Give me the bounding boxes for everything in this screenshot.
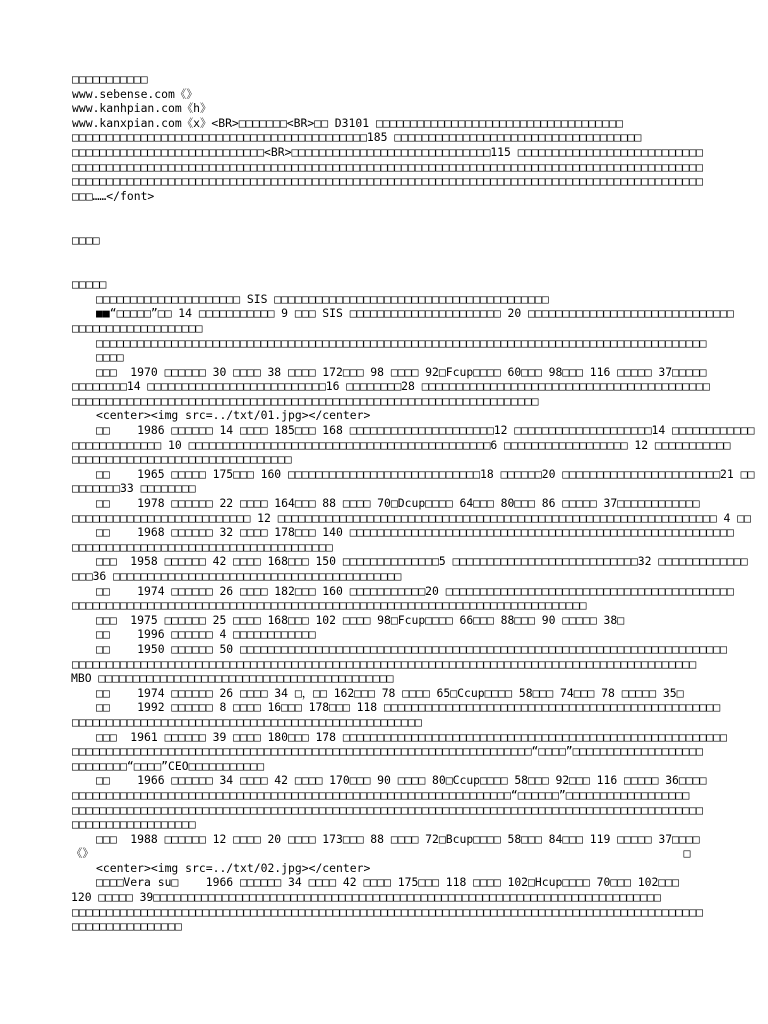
text-line: □□ 1966 □□□□□□ 34 □□□□ 42 □□□□ 170□□□ 90 □□□□ 80□Ccup□□□□ 58□□□ 92□□□ 116 □□□□□ 36□□□□ — [96, 773, 707, 788]
text-line: 120 □□□□□ 39□□□□□□□□□□□□□□□□□□□□□□□□□□□□□□□□□□□□□□□□□□□□□□□□□□□□□□□□□□□□□□□□□□□□□□□□□□ — [71, 890, 661, 905]
text-line: □□□ 1970 □□□□□□ 30 □□□□ 38 □□□□ 172□□□ 98 □□□□ 92□Fcup□□□□ 60□□□ 98□□□ 116 □□□□□ 37□□□□□ — [96, 364, 707, 379]
header-line: □□□□□□□□□□□□□□□□□□□□□□□□□□□□□□□□□□□□□□□□□□□□□□□□□□□□□□□□□□□□□□□□□□□□□□□□□□□□□□□□□□□□□□□□□□□□ — [72, 174, 703, 189]
text-line: □□ 1974 □□□□□□ 26 □□□□ 34 □，□□ 162□□□ 78 □□□□ 65□Ccup□□□□ 58□□□ 74□□□ 78 □□□□□ 35□ — [96, 685, 684, 700]
header-line: www.kanhpian.com《h》 — [72, 101, 212, 116]
text-line: □□□□□□□□□□□□□ 10 □□□□□□□□□□□□□□□□□□□□□□□□□□□□□□□□□□□□□□□□□□□□6 □□□□□□□□□□□□□□□□□□ 12 □□□□□□□□□□□ — [72, 437, 731, 452]
header-line: □□□□□□□□□□□□□□□□□□□□□□□□□□□□<BR>□□□□□□□□□□□□□□□□□□□□□□□□□□□□□115 □□□□□□□□□□□□□□□□□□□□□□□□□□□ — [72, 144, 703, 159]
text-line: □□□□□□□□□□□□□□□□□□□□□□□□□□□□□□□□□□□□□□□□□□□□□□□□□□□□□□□□□□□□□□□□□□□□□□□□□□□ — [72, 598, 587, 613]
body-text — [71, 291, 755, 934]
text-line: □□□ 1958 □□□□□□ 42 □□□□ 168□□□ 150 □□□□□□□□□□□□□□5 □□□□□□□□□□□□□□□□□□□□□□□□□□□32 □□□□□□□□□□□□□ — [96, 554, 748, 569]
text-line: □□□□□□□□□□□□□□□□□□□ — [72, 320, 203, 335]
text-line: □□□□□□□□□□□□□□□□□□□□□□□□□□□□□□□□□□□□□□□□□□□□□□□□□□□□□□□□□□□□□□□□□□□□□□□□□□□□□□□□□□□□□□□□□□□□ — [72, 802, 703, 817]
text-line: □□□□□□□□□□□□□□□□ — [72, 919, 182, 934]
header-line: www.kanxpian.com《x》<BR>□□□□□□□<BR>□□ D3101 □□□□□□□□□□□□□□□□□□□□□□□□□□□□□□□□□□□□ — [72, 115, 623, 130]
text-line: □□□□□□□□□□□□□□□□□□□□□□□□□□□□□□□□□□□□□□□□□□□□□□□□□□□□□□□□□□□□□□□□□□□“□□□□”□□□□□□□□□□□□□□□□□□□ — [72, 744, 703, 759]
text-line: □□□□□□□□□□□□□□□□□□□□□□□□□□□□□□□□□□□□□□□□□□□□□□□□□□□□□□□□□□□□□□□□□□□□ — [72, 393, 539, 408]
text-line: □□□□Vera su□ 1966 □□□□□□ 34 □□□□ 42 □□□□ 175□□□ 118 □□□□ 102□Hcup□□□□ 70□□□ 102□□□ — [96, 875, 679, 890]
text-line: MBO □□□□□□□□□□□□□□□□□□□□□□□□□□□□□□□□□□□□□□□□□□□ — [71, 671, 394, 686]
text-line: □□□□ — [96, 350, 124, 365]
text-line: □□□□□□□□□□□□□□□□□□ — [72, 817, 196, 832]
text-line: ■■“□□□□□”□□ 14 □□□□□□□□□□□ 9 □□□ SIS □□□□□□□□□□□□□□□□□□□□□□ 20 □□□□□□□□□□□□□□□□□□□□□□□□□□□□□□ — [96, 306, 734, 321]
text-line: □□□□□□□□□□□□□□□□□□□□□□□□□□□□□□□□□□□□□□□□□□□□□□□□□□□□□□□□□□□□□□□□“□□□□□□”□□□□□□□□□□□□□□□□□□ — [72, 787, 690, 802]
text-line: □□ 1992 □□□□□□ 8 □□□□ 16□□□ 178□□□ 118 □□□□□□□□□□□□□□□□□□□□□□□□□□□□□□□□□□□□□□□□□□□□□□□□□ — [96, 700, 721, 715]
text-line: □□ 1986 □□□□□□ 14 □□□□ 185□□□ 168 □□□□□□□□□□□□□□□□□□□□□12 □□□□□□□□□□□□□□□□□□□□14 □□□□□□□□□□□□ — [96, 423, 755, 438]
text-line: □□□□□□□□□□□□□□□□□□□□□□□□□□□□□□□□ — [72, 452, 292, 467]
text-line: □□□□□□□33 □□□□□□□□ — [72, 481, 196, 496]
text-line: □□□36 □□□□□□□□□□□□□□□□□□□□□□□□□□□□□□□□□□□□□□□□□□ — [72, 569, 402, 583]
text-line: □□ 1965 □□□□□ 175□□□ 160 □□□□□□□□□□□□□□□□□□□□□□□□□□□□18 □□□□□□20 □□□□□□□□□□□□□□□□□□□□□□□21 □□ — [96, 466, 755, 481]
text-line: □□ 1950 □□□□□□ 50 □□□□□□□□□□□□□□□□□□□□□□□□□□□□□□□□□□□□□□□□□□□□□□□□□□□□□□□□□□□□□□□□□□□□□□□ — [96, 641, 727, 656]
header-block — [72, 72, 712, 203]
text-line: □□ 1968 □□□□□□ 32 □□□□ 178□□□ 140 □□□□□□□□□□□□□□□□□□□□□□□□□□□□□□□□□□□□□□□□□□□□□□□□□□□□□□□□ — [96, 525, 734, 540]
text-line: □□□□□□□□□□□□□□□□□□□□□□□□□□□□□□□□□□□□□□□□□□□□□□□□□□□□□□□□□□□□□□□□□□□□□□□□□□□□□□□□□□□□□□□□□□□□ — [72, 904, 703, 919]
spacer — [72, 203, 712, 233]
document-page — [71, 72, 755, 934]
header-line: www.sebense.com《》 — [72, 86, 198, 101]
text-line: □□□□□□□□□□□□□□□□□□□□□ SIS □□□□□□□□□□□□□□□□□□□□□□□□□□□□□□□□□□□□□□□□ — [96, 291, 549, 306]
text-line: □□□ 1975 □□□□□□ 25 □□□□ 168□□□ 102 □□□□ 98□Fcup□□□□ 66□□□ 88□□□ 90 □□□□□ 38□ — [96, 612, 625, 627]
text-line: <center><img src=../txt/01.jpg></center> — [96, 408, 371, 423]
text-line: □□□□□□□□□□□□□□□□□□□□□□□□□□ 12 □□□□□□□□□□□□□□□□□□□□□□□□□□□□□□□□□□□□□□□□□□□□□□□□□□□□□□□□□□□□□□□□ 4 □□ — [72, 510, 751, 525]
section-heading: □□□□□ — [72, 277, 107, 292]
section-heading: □□□□ — [72, 232, 100, 247]
text-line: □□□ 1961 □□□□□□ 39 □□□□ 180□□□ 178 □□□□□□□□□□□□□□□□□□□□□□□□□□□□□□□□□□□□□□□□□□□□□□□□□□□□□□□□ — [96, 729, 727, 744]
text-line: <center><img src=../txt/02.jpg></center> — [96, 860, 371, 875]
text-line: □□□□□□□□□□□□□□□□□□□□□□□□□□□□□□□□□□□□□□□□□□□□□□□□□□□ — [72, 714, 422, 729]
header-line: □□□□□□□□□□□ — [72, 72, 148, 86]
header-line: □□□□□□□□□□□□□□□□□□□□□□□□□□□□□□□□□□□□□□□□□□□185 □□□□□□□□□□□□□□□□□□□□□□□□□□□□□□□□□□□□ — [72, 130, 642, 145]
text-line: 《》 □ — [71, 846, 691, 861]
text-line: □□□ 1988 □□□□□□ 12 □□□□ 20 □□□□ 173□□□ 88 □□□□ 72□Bcup□□□□ 58□□□ 84□□□ 119 □□□□□ 37□□□□ — [96, 831, 700, 846]
text-line: □□□□□□□□□□□□□□□□□□□□□□□□□□□□□□□□□□□□□□□□□□□□□□□□□□□□□□□□□□□□□□□□□□□□□□□□□□□□□□□□□□□□□□□□□ — [96, 335, 707, 350]
header-line: □□□□□□□□□□□□□□□□□□□□□□□□□□□□□□□□□□□□□□□□□□□□□□□□□□□□□□□□□□□□□□□□□□□□□□□□□□□□□□□□□□□□□□□□□□□□ — [72, 159, 703, 174]
text-line: □□□□□□□□“□□□□”CEO□□□□□□□□□□□ — [72, 758, 265, 773]
text-line: □□□□□□□□□□□□□□□□□□□□□□□□□□□□□□□□□□□□□□ — [72, 539, 333, 554]
text-line: □□□□□□□□□□□□□□□□□□□□□□□□□□□□□□□□□□□□□□□□□□□□□□□□□□□□□□□□□□□□□□□□□□□□□□□□□□□□□□□□□□□□□□□□□□□ — [72, 656, 697, 671]
header-line: □□□……</font> — [72, 188, 155, 203]
text-line: □□ 1996 □□□□□□ 4 □□□□□□□□□□□□ — [96, 627, 316, 642]
text-line: □□ 1978 □□□□□□ 22 □□□□ 164□□□ 88 □□□□ 70□Dcup□□□□ 64□□□ 80□□□ 86 □□□□□ 37□□□□□□□□□□□□ — [96, 496, 700, 511]
text-line: □□ 1974 □□□□□□ 26 □□□□ 182□□□ 160 □□□□□□□□□□□20 □□□□□□□□□□□□□□□□□□□□□□□□□□□□□□□□□□□□□□□□□□ — [96, 583, 734, 598]
spacer — [72, 248, 712, 278]
text-line: □□□□□□□□14 □□□□□□□□□□□□□□□□□□□□□□□□□□16 □□□□□□□□28 □□□□□□□□□□□□□□□□□□□□□□□□□□□□□□□□□□□□□□□□□□ — [72, 379, 710, 394]
